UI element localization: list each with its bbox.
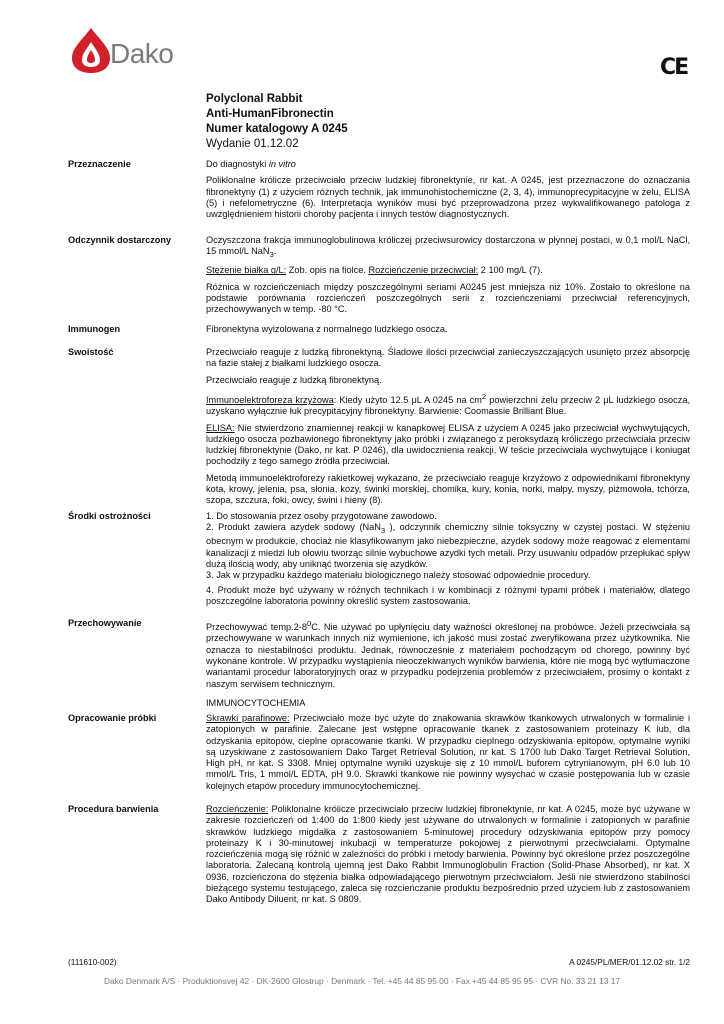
- section-srodki: [206, 511, 690, 612]
- section-przeznaczenie: [206, 159, 690, 225]
- section-label-srodki: Środki ostrożności: [68, 511, 151, 521]
- section-swoistosc: [206, 347, 690, 512]
- reagent-text: Oczyszczona frakcja immunoglobulinowa króliczej przeciwsurowicy dostarczona w płynnej postaci, w 0,1 mol/L NaCl, 15 mmol/L NaN: [206, 235, 690, 257]
- footer-code: (111610-002): [68, 957, 117, 967]
- protein-concentration-text: Zob. opis na fiolce.: [286, 265, 369, 276]
- crossed-ie-text-a: : Kiedy użyto 12.5 μL A 0245 na cm: [333, 394, 482, 405]
- section-label-opracowanie: Opracowanie próbki: [68, 713, 157, 723]
- storage-text-b: C. Nie używać po upłynięciu daty ważności określonej na probówce. Jeżeli przeciwciała są przechowywane w warunkach innych niż wymienione, ich jakość musi zostać zweryfikowana przez użytkownika. Nie oznacza to niestabilności produktu. Jednak, równocześnie z materiałem pochodzącym od chorego, powinny być wykonane kontrole. W przypadku wystąpienia nieoczekiwanych wyników barwienia, które nie mogą być wytłumaczone wariantami procedur laboratoryjnych oraz w przypadku podejrzenia problemów z przeciwciałem, prosimy o kontakt z naszym serwisem technicznym.: [206, 622, 690, 689]
- dilution-text: Poliklonalne królicze przeciwciało przeciw ludzkiej fibronektynie, nr kat. A 0245, może być używane w zakresie rozcieńczeń od 1:400 do 1:800 kiedy jest używane do utrwalonych w formalinie i zatopionych w parafinie skrawków ludzkiego migdałka z zastosowaniem 5-minutowej procedury odzyskiwania epitopów przy pomocy proteinazy K i 30-minutowej inkubacji w temperaturze pokojowej z pierwotnymi przeciwciałami. Optymalne rozcieńczenia mogą się różnić w zależności do próbki i metody barwienia. Powinny być określone przez poszczególne laboratoria. Zalecaną kontrolą ujemną jest Dako Rabbit Immunoglobulin Fraction (Solid-Phase Absorbed), nr kat. X 0936, rozcieńczona do stężenia białka odpowiadającego pierwotnym przeciwciałom. Jeśli nie stwierdzono stabilności bieżącego systemu testującego, zaleca się rozcieńczanie produktu bezpośrednio przed użyciem lub z zastosowaniem Dako Antibody Diluent, nr kat. S 0809.: [206, 804, 690, 905]
- storage-text-a: Przechowywać temp.2-8: [206, 622, 307, 633]
- section-przechowywanie: [206, 618, 690, 695]
- storage-sup: 0: [306, 619, 312, 628]
- elisa-text: Nie stwierdzono znamiennej reakcji w kanapkowej ELISA z użyciem A 0245 jako przeciwciał wychwytujących, ludzkiego osocza pozbawionego fibronektyny jako próbki i związanego z peroksydazą króliczego przeciwciała przeciw ludzkiej fibronektynie (Dako, nr kat. P 0246), dla uwidocznienia reakcji. W teście przeciwciała wychwytujące i koniugat pochodziły z tego samego źródła przeciwciał.: [206, 422, 690, 467]
- antibody-dilution-label: Rozcieńczenie przeciwciał:: [368, 265, 479, 276]
- section-opracowanie: [206, 713, 690, 797]
- crossed-ie-text-b: powierzchni żelu przeciw 2 μL ludzkiego osocza, uzyskano wyłącznie łuk precypitacyjny fibronektyny. Barwienie: Coomassie Brilliant Blue.: [206, 394, 690, 417]
- dako-drop-icon: [68, 26, 114, 74]
- cross-reactivity-text: Metodą immunoelektroforezy rakietkowej wykazano, że przeciwciało reaguje krzyżowo z odpowiednikami fibronektyny kota, krowy, jelenia, psa, słonia, kozy, świnki morskiej, chomika, kury, konia, norki, małpy, myszy, piżmowoła, tchórza, szopa, szczura, foki, owcy, świni i hieny (8).: [206, 472, 690, 506]
- document-header: [206, 92, 506, 152]
- precaution-4: 4. Produkt może być używany w różnych technikach i w kombinacji z różnymi typami próbek i materiałów, dlatego poszczególne laboratoria powinny określić system zastosowania.: [206, 584, 690, 606]
- elisa-label: ELISA:: [206, 422, 235, 433]
- section-label-procedura: Procedura barwienia: [68, 804, 159, 814]
- product-title-line1: Polyclonal Rabbit: [206, 93, 303, 105]
- paraffin-sections-label: Skrawki parafinowe:: [206, 713, 290, 723]
- intended-use-prefix: Do diagnostyki: [206, 159, 269, 169]
- precaution-3: 3. Jak w przypadku każdego materiału biologicznego należy stosować odpowiednie procedury.: [206, 570, 591, 581]
- protein-concentration-label: Stężenie białka g/L:: [206, 265, 287, 276]
- specificity-para2: Przeciwciało reaguje z ludzką fibronektyną.: [206, 374, 382, 385]
- brand-name: Dako: [110, 38, 174, 69]
- precaution-2-sub: 3: [380, 526, 386, 536]
- reagent-sub: 3: [269, 250, 274, 260]
- catalog-number: Numer katalogowy A 0245: [206, 123, 348, 135]
- precaution-2b: ), odczynnik chemiczny silnie toksyczny w czystej postaci. W stężeniu obecnym w produkcie, chociaż nie klasyfikowanym jako niebezpieczne, azydek sodowy może reagować z elementami kanalizacji z miedzi lub ołowiu tworząc silnie wybuchowe azydki tych metali. Przy usuwaniu odpadów przepłukać spływ dużą ilością wody, aby uniknąć tworzenia się azydków.: [206, 522, 690, 570]
- section-immunogen: [206, 324, 690, 340]
- specificity-para1: Przeciwciało reaguje z ludzką fibronektyną. Śladowe ilości przeciwciał zanieczyszczających usunięto przez absorpcję na fazie stałej z białkami ludzkiego osocza.: [206, 347, 690, 369]
- precaution-2a: 2. Produkt zawiera azydek sodowy (NaN: [206, 522, 381, 533]
- intended-use-em: in vitro: [268, 159, 296, 169]
- section-procedura: [206, 804, 690, 911]
- reagent-end: .: [273, 246, 277, 257]
- lot-variation-text: Różnica w rozcieńczeniach między poszczególnymi seriami A0245 jest mniejsza niż 10%. Zostało to określone na podstawie porównania rozcieńczeń poszczególnych serii z rozcieńczeniami przeciwciał referencyjnych, przechowywanych w temp. -80 °C.: [206, 281, 690, 315]
- dilution-label: Rozcieńczenie:: [206, 804, 269, 814]
- edition: Wydanie 01.12.02: [206, 138, 299, 150]
- antibody-dilution-text: 2 100 mg/L (7).: [478, 265, 543, 276]
- ce-mark: CE: [660, 55, 688, 80]
- footer-page-ref: A 0245/PL/MER/01.12.02 str. 1/2: [569, 957, 690, 967]
- section-label-swoistosc: Swoistość: [68, 347, 114, 357]
- immunogen-text: Fibronektyna wyizolowana z normalnego ludzkiego osocza.: [206, 324, 448, 334]
- crossed-ie-label: Immunoelektroforeza krzyżowa: [206, 394, 334, 405]
- section-label-odczynnik: Odczynnik dostarczony: [68, 235, 172, 245]
- precaution-1: 1. Do stosowania przez osoby przygotowane zawodowo.: [206, 511, 437, 521]
- product-title-line2: Anti-HumanFibronectin: [206, 108, 334, 120]
- footer-company-info: Dako Denmark A/S · Produktionsvej 42 · DK-2600 Glostrup · Denmark · Tel. +45 44 85 95 00 · Fax +45 44 85 95 95 · CVR No. 33 21 13 17: [103, 976, 621, 986]
- section-label-przechowywanie: Przechowywanie: [68, 618, 142, 628]
- intended-use-text: Poliklonalne królicze przeciwciało przeciw ludzkiej fibronektynie, nr kat. A 0245, jest przeznaczone do oznaczania fibronektyny (1) z użyciem różnych technik, jak immunohistochemiczne (2, 3, 4), immunoprecypitacyjne w żelu, ELISA (5) i nefelometryczne (6). Interpretacja wyników musi być przeprowadzona przez wykwalifikowanego patologa z uwzględnieniem historii choroby pacjenta i innych testów diagnostycznych.: [206, 175, 690, 220]
- section-label-immunogen: Immunogen: [68, 324, 121, 334]
- immunocytochemistry-heading: IMMUNOCYTOCHEMIA: [206, 698, 306, 708]
- section-label-przeznaczenie: Przeznaczenie: [68, 159, 131, 169]
- crossed-ie-sup: 2: [481, 391, 487, 401]
- paraffin-sections-text: Przeciwciało może być użyte do znakowania skrawków tkankowych utrwalonych w formalinie i zatopionych w parafinie. Zalecane jest wstępne opracowanie tkanek z zastosowaniem proteinazy K lub, dla odzyskania epitopów, cieplne opracowanie tkanki. W przypadku cieplnego odzyskiwania epitopów, optymalne wyniki są uzyskiwane z zastosowaniem Dako Target Retrieval Solution, nr kat. S 1700 lub Dako Target Retrieval Solution, High pH, nr kat. S 3308. Mniej optymalne wyniki uzyskuje się z 10 mmol/L buforem cytrynianowym, pH 6.0 lub 10 mmol/L Tris, 1 mmol/L EDTA, pH 9.0. Skrawki tkankowe nie powinny wysychać w czasie postępowania lub w czasie kolejnych etapów procedury immunocytochemicznej.: [206, 713, 691, 791]
- section-odczynnik: [206, 235, 690, 321]
